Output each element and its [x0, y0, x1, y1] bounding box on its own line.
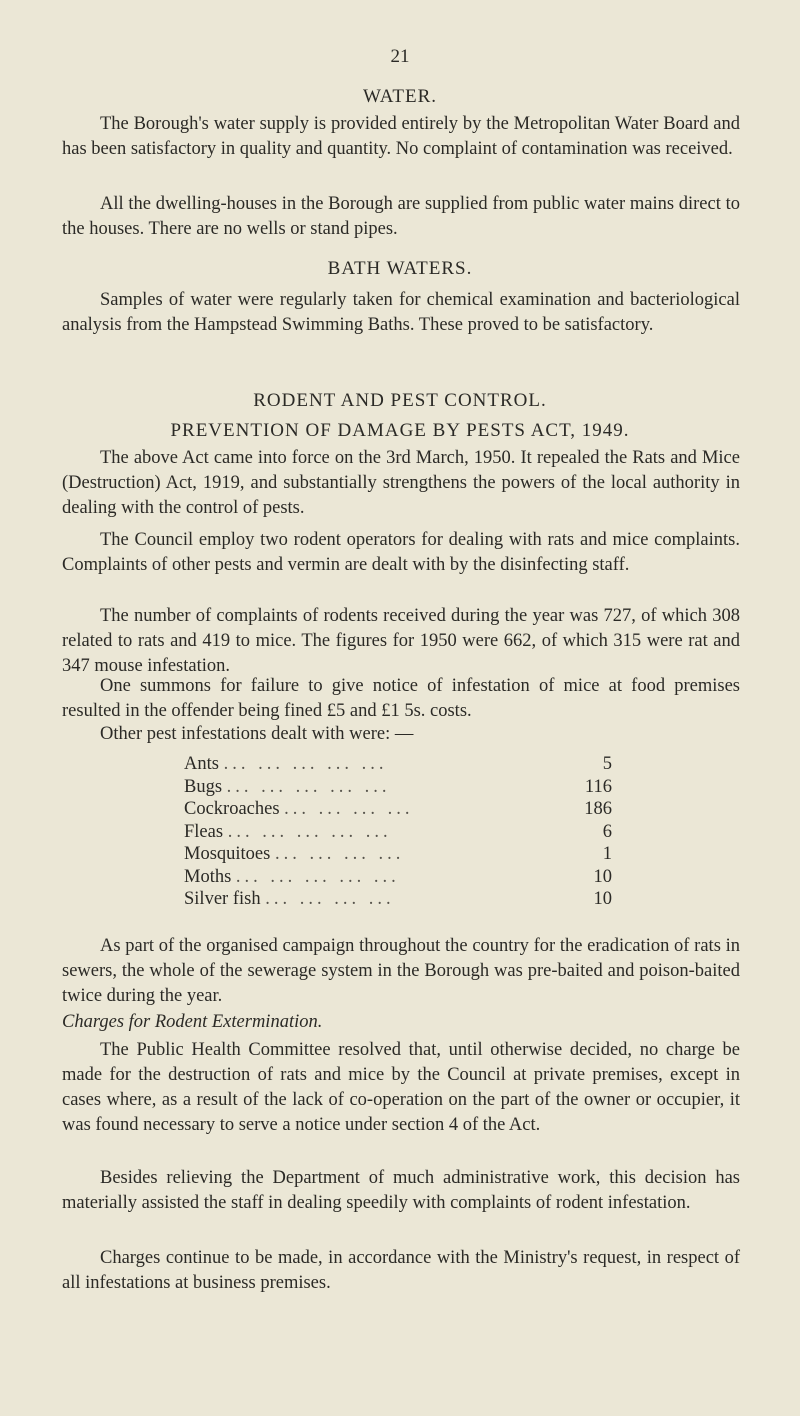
- act-paragraph: The above Act came into force on the 3rd March, 1950. It repealed the Rats and Mice (Destruction) Act, 1919, and substantially strengthens the powers of the local authority in dealing with the control of pests.: [62, 448, 740, 518]
- operators-paragraph: The Council employ two rodent operators for dealing with rats and mice complaints. Complaints of other pests and vermin are dealt with by the disinfecting staff.: [62, 530, 740, 575]
- summons-paragraph: One summons for failure to give notice of infestation of mice at food premises resulted in the offender being fined £5 and £1 5s. costs.: [62, 676, 740, 721]
- leader-dots: ... ... ... ... ...: [235, 866, 400, 887]
- leader-dots: ... ... ... ... ...: [223, 754, 388, 774]
- table-row: [184, 798, 612, 821]
- table-row: [184, 843, 612, 866]
- table-row: [184, 776, 612, 799]
- pest-count: 1: [602, 844, 612, 864]
- table-row: [184, 753, 612, 776]
- pest-infestations-table: [184, 753, 612, 911]
- pest-name: Mosquitoes: [184, 844, 271, 864]
- leader-dots: ... ... ... ... ...: [226, 776, 391, 797]
- pest-count: 5: [602, 754, 612, 774]
- pests-act-heading: PREVENTION OF DAMAGE BY PESTS ACT, 1949.: [170, 420, 630, 441]
- page-number: 21: [390, 46, 410, 67]
- water-paragraph-1: The Borough's water supply is provided entirely by the Metropolitan Water Board and has been satisfactory in quality and quantity. No complaint of contamination was received.: [62, 114, 740, 159]
- pest-name: Bugs: [184, 776, 223, 797]
- pest-count: 10: [593, 889, 612, 909]
- charges-paragraph-2: Besides relieving the Department of much administrative work, this decision has materially assisted the staff in dealing speedily with complaints of rodent infestation.: [62, 1168, 740, 1213]
- leader-dots: ... ... ... ...: [274, 844, 405, 864]
- leader-dots: ... ... ... ... ...: [227, 821, 392, 842]
- pest-count: 186: [584, 799, 612, 819]
- pest-name: Moths: [184, 866, 232, 887]
- rodent-heading: RODENT AND PEST CONTROL.: [253, 390, 547, 411]
- table-row: [184, 821, 612, 844]
- complaints-paragraph: The number of complaints of rodents received during the year was 727, of which 308 related to rats and 419 to mice. The figures for 1950 were 662, of which 315 were rat and 347 mouse infestation.: [62, 606, 740, 676]
- pest-count: 10: [593, 866, 612, 887]
- charges-heading: Charges for Rodent Extermination.: [62, 1012, 323, 1032]
- charges-paragraph-1: The Public Health Committee resolved that, until otherwise decided, no charge be made for the destruction of rats and mice by the Council at private premises, except in cases where, as a result of the lack of co-operation on the part of the owner or occupier, it was found necessary to serve a notice under section 4 of the Act.: [62, 1040, 740, 1135]
- leader-dots: ... ... ... ...: [284, 799, 414, 819]
- pest-count: 6: [602, 821, 612, 842]
- bath-waters-heading: BATH WATERS.: [327, 258, 473, 279]
- pest-count: 116: [584, 776, 612, 797]
- table-row: [184, 888, 612, 911]
- bath-waters-paragraph: Samples of water were regularly taken for chemical examination and bacteriological analysis from the Hampstead Swimming Baths. These proved to be satisfactory.: [62, 290, 740, 335]
- table-row: [184, 866, 612, 889]
- pest-name: Cockroaches: [184, 799, 280, 819]
- water-paragraph-2: All the dwelling-houses in the Borough are supplied from public water mains direct to the houses. There are no wells or stand pipes.: [62, 194, 740, 239]
- pest-name: Ants: [184, 754, 219, 774]
- charges-paragraph-3: Charges continue to be made, in accordance with the Ministry's request, in respect of all infestations at business premises.: [62, 1248, 740, 1293]
- leader-dots: ... ... ... ...: [265, 889, 395, 909]
- campaign-paragraph: As part of the organised campaign throughout the country for the eradication of rats in sewers, the whole of the sewerage system in the Borough was pre-baited and poison-baited twice during the year.: [62, 936, 740, 1006]
- other-pests-intro: Other pest infestations dealt with were: —: [100, 724, 414, 744]
- pest-name: Silver fish: [184, 889, 261, 909]
- pest-name: Fleas: [184, 821, 224, 842]
- water-heading: WATER.: [362, 86, 438, 107]
